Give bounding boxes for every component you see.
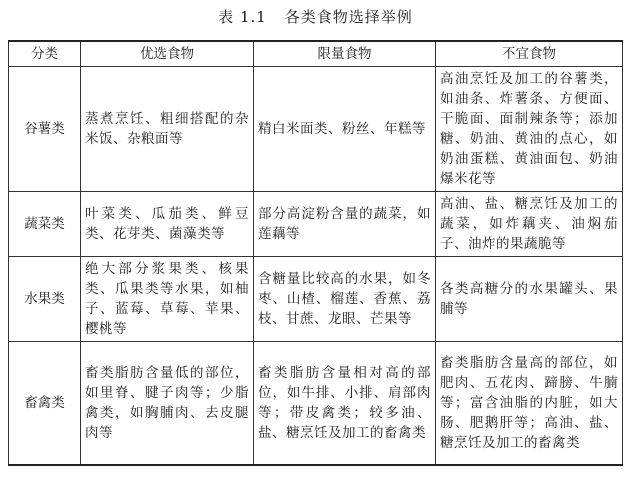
header-preferred: 优选食物 bbox=[81, 41, 254, 67]
header-limited: 限量食物 bbox=[254, 41, 436, 67]
preferred-cell: 蒸煮烹饪、粗细搭配的杂米饭、杂粮面等 bbox=[81, 67, 254, 192]
table-caption bbox=[0, 6, 631, 27]
limited-cell: 含糖量比较高的水果，如冬枣、山楂、榴莲、香蕉、荔枝、甘蔗、龙眼、芒果等 bbox=[254, 257, 436, 342]
table-number: 表 1.1 bbox=[218, 8, 267, 26]
header-avoid: 不宜食物 bbox=[436, 41, 623, 67]
avoid-cell: 畜类脂肪含量高的部位，如肥肉、五花肉、蹄膀、牛腩等；富含油脂的内脏，如大肠、肥鹅肝等；高油、盐、糖烹饪及加工的畜禽类 bbox=[436, 342, 623, 466]
limited-cell: 精白米面类、粉丝、年糕等 bbox=[254, 67, 436, 192]
avoid-cell: 高油烹饪及加工的谷薯类，如油条、炸薯条、方便面、干脆面、面制辣条等；添加糖、奶油、黄油的点心，如奶油蛋糕、黄油面包、奶油爆米花等 bbox=[436, 67, 623, 192]
category-cell: 水果类 bbox=[9, 257, 81, 342]
table-title: 各类食物选择举例 bbox=[284, 8, 413, 26]
food-selection-table bbox=[8, 40, 623, 466]
preferred-cell: 绝大部分浆果类、核果类、瓜果类等水果，如柚子、蓝莓、草莓、苹果、樱桃等 bbox=[81, 257, 254, 342]
table-row bbox=[9, 67, 623, 192]
category-cell: 畜禽类 bbox=[9, 342, 81, 466]
table-row bbox=[9, 192, 623, 257]
avoid-cell: 高油、盐、糖烹饪及加工的蔬菜，如炸藕夹、油焖茄子、油炸的果蔬脆等 bbox=[436, 192, 623, 257]
category-cell: 蔬菜类 bbox=[9, 192, 81, 257]
preferred-cell: 叶菜类、瓜茄类、鲜豆类、花芽类、菌藻类等 bbox=[81, 192, 254, 257]
limited-cell: 部分高淀粉含量的蔬菜，如莲藕等 bbox=[254, 192, 436, 257]
limited-cell: 畜类脂肪含量相对高的部位，如牛排、小排、肩部肉等；带皮禽类；较多油、盐、糖烹饪及加工的畜禽类 bbox=[254, 342, 436, 466]
avoid-cell: 各类高糖分的水果罐头、果脯等 bbox=[436, 257, 623, 342]
table-row bbox=[9, 342, 623, 466]
header-category: 分类 bbox=[9, 41, 81, 67]
table-row bbox=[9, 257, 623, 342]
category-cell: 谷薯类 bbox=[9, 67, 81, 192]
preferred-cell: 畜类脂肪含量低的部位，如里脊、腱子肉等；少脂禽类，如胸脯肉、去皮腿肉等 bbox=[81, 342, 254, 466]
header-row bbox=[9, 41, 623, 67]
